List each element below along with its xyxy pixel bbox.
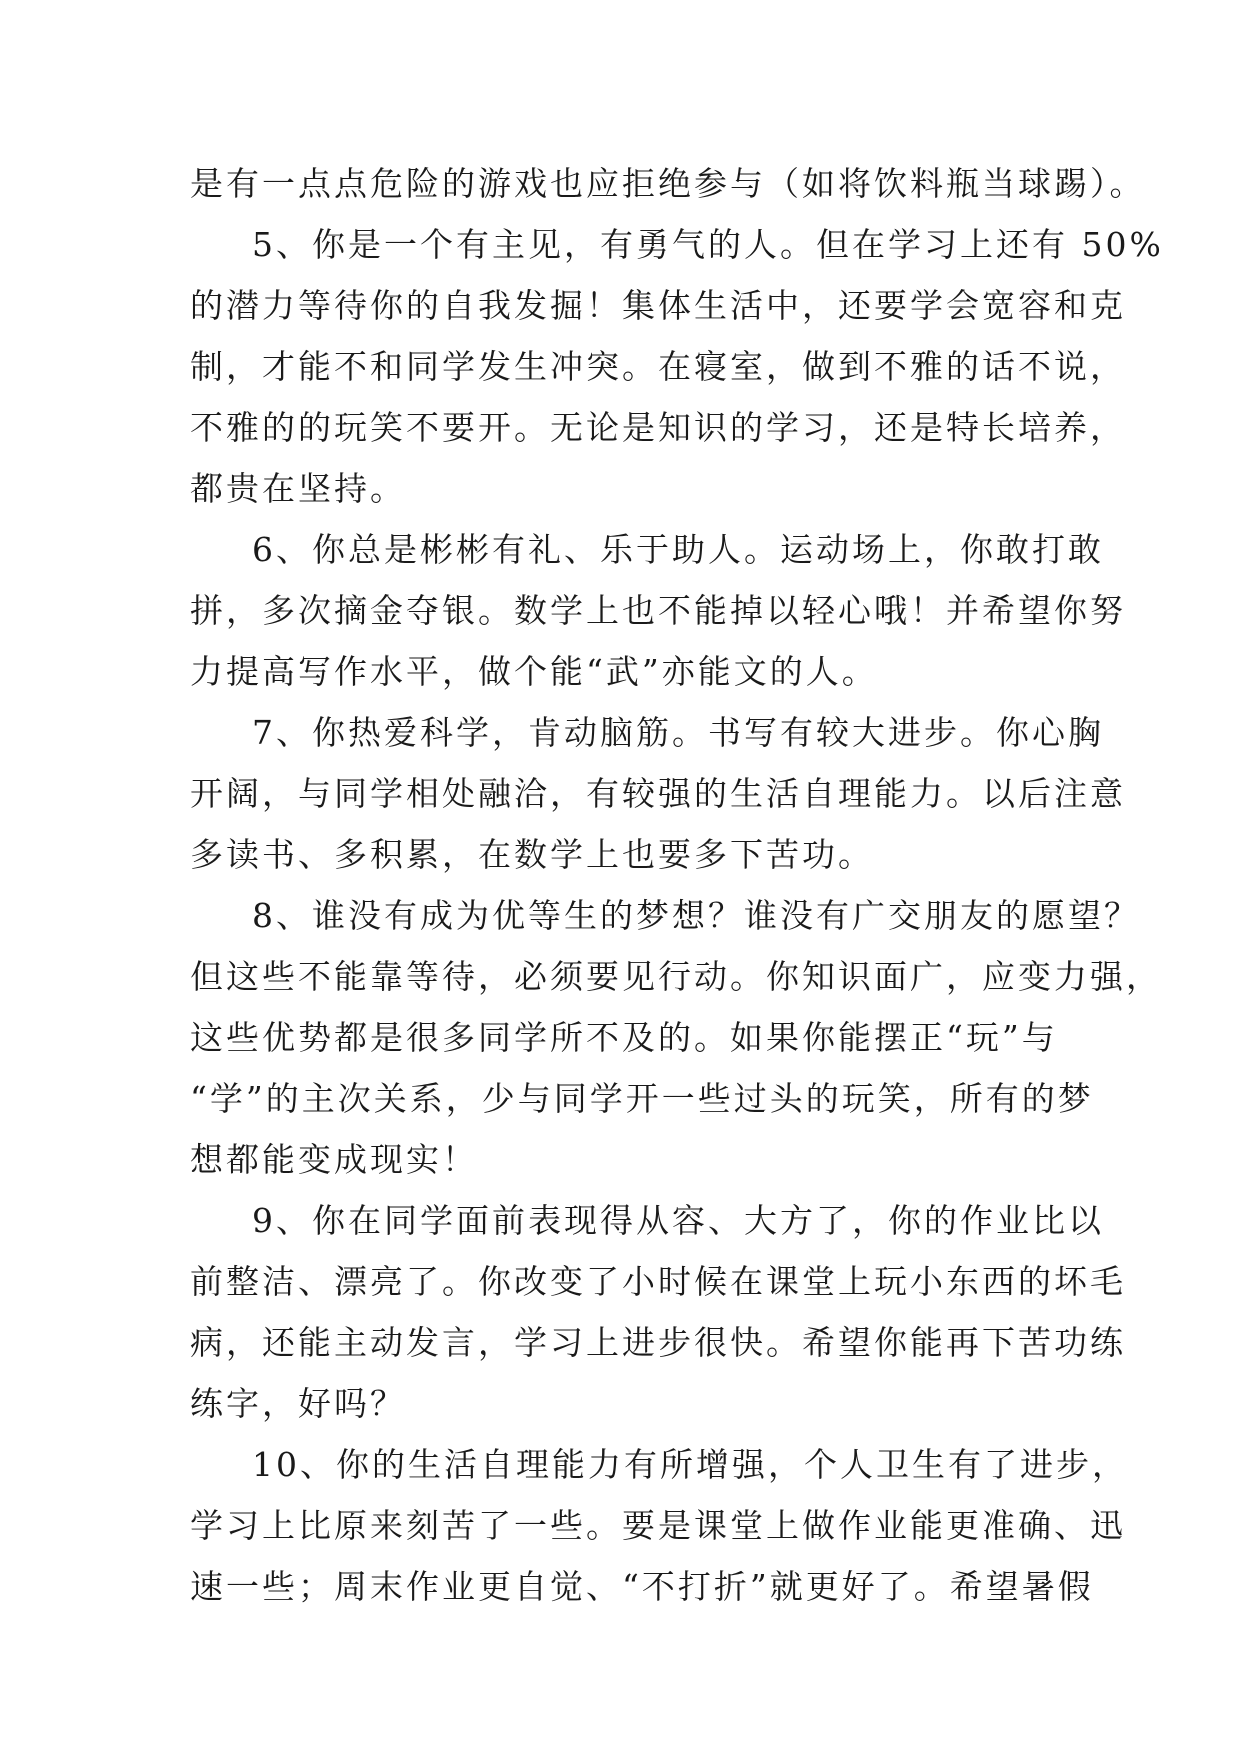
text-line: 开阔，与同学相处融洽，有较强的生活自理能力。以后注意: [190, 774, 1126, 813]
text-line: 拼，多次摘金夺银。数学上也不能掉以轻心哦！并希望你努: [190, 591, 1126, 630]
text-line: 前整洁、漂亮了。你改变了小时候在课堂上玩小东西的坏毛: [190, 1262, 1126, 1301]
text-line: 的潜力等待你的自我发掘！集体生活中，还要学会宽容和克: [190, 286, 1126, 325]
text-line: 这些优势都是很多同学所不及的。如果你能摆正“玩”与: [190, 1018, 1058, 1057]
paragraph-10-start: 10、你的生活自理能力有所增强，个人卫生有了进步，: [252, 1445, 1128, 1484]
text-line: 想都能变成现实！: [190, 1140, 478, 1179]
text-line: “学”的主次关系，少与同学开一些过头的玩笑，所有的梦: [190, 1079, 1094, 1118]
text-line: 学习上比原来刻苦了一些。要是课堂上做作业能更准确、迅: [190, 1506, 1126, 1545]
text-line: 练字，好吗？: [190, 1384, 406, 1423]
paragraph-8-start: 8、谁没有成为优等生的梦想？谁没有广交朋友的愿望？: [252, 896, 1140, 935]
paragraph-9-start: 9、你在同学面前表现得从容、大方了，你的作业比以: [252, 1201, 1104, 1240]
text-line: 力提高写作水平，做个能“武”亦能文的人。: [190, 652, 878, 691]
text-line: 速一些；周末作业更自觉、“不打折”就更好了。希望暑假: [190, 1567, 1094, 1606]
paragraph-5-start: 5、你是一个有主见，有勇气的人。但在学习上还有 50%: [252, 225, 1164, 264]
paragraph-7-start: 7、你热爱科学，肯动脑筋。书写有较大进步。你心胸: [252, 713, 1104, 752]
text-line: 制，才能不和同学发生冲突。在寝室，做到不雅的话不说，: [190, 347, 1126, 386]
text-line: 都贵在坚持。: [190, 469, 406, 508]
text-line: 但这些不能靠等待，必须要见行动。你知识面广，应变力强，: [190, 957, 1162, 996]
text-line: 多读书、多积累，在数学上也要多下苦功。: [190, 835, 874, 874]
text-line: 是有一点点危险的游戏也应拒绝参与（如将饮料瓶当球踢）。: [190, 164, 1146, 203]
text-line: 病，还能主动发言，学习上进步很快。希望你能再下苦功练: [190, 1323, 1126, 1362]
paragraph-6-start: 6、你总是彬彬有礼、乐于助人。运动场上，你敢打敢: [252, 530, 1104, 569]
text-line: 不雅的的玩笑不要开。无论是知识的学习，还是特长培养，: [190, 408, 1126, 447]
